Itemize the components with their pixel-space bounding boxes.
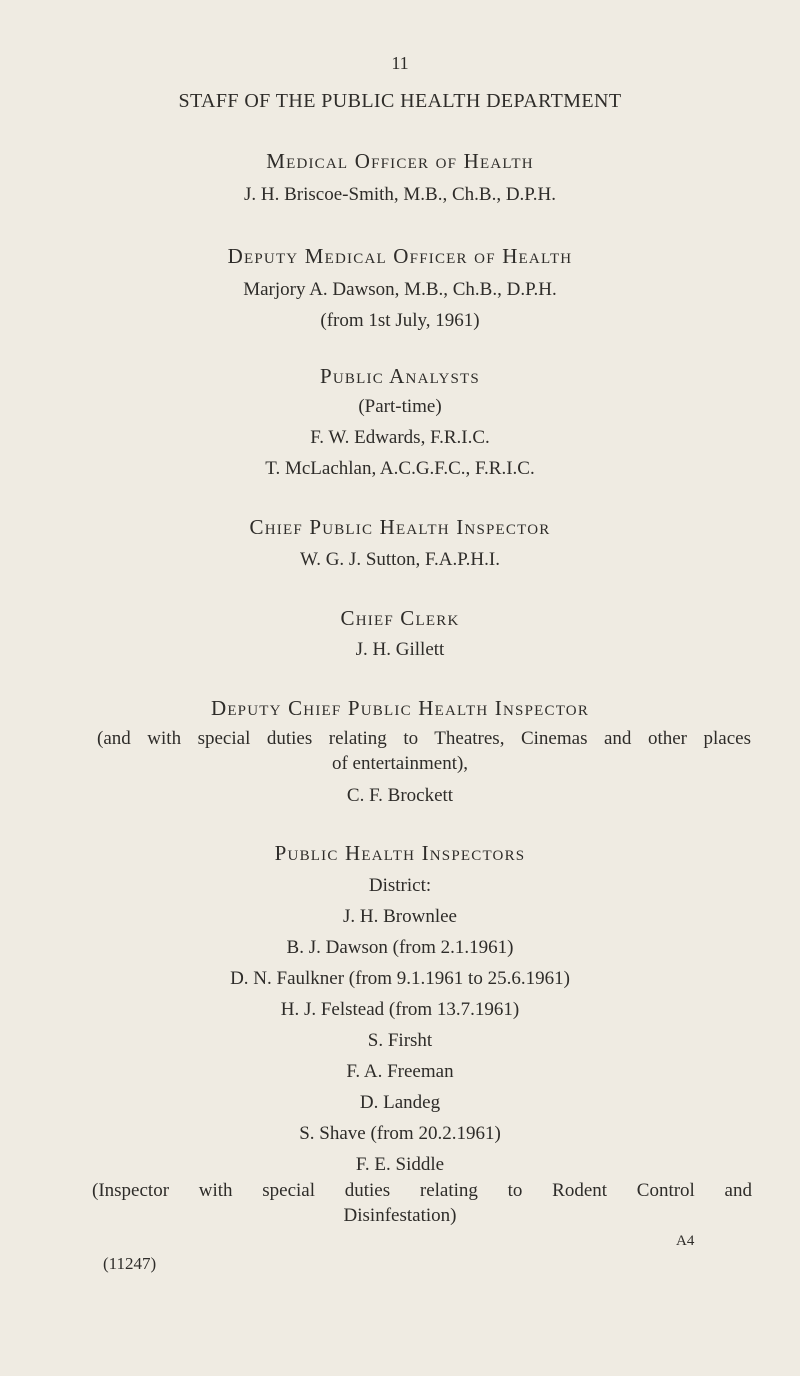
staff-entry: H. J. Felstead (from 13.7.1961): [280, 999, 520, 1020]
staff-entry: J. H. Brownlee: [343, 906, 457, 927]
signature-mark: A4: [676, 1233, 695, 1249]
section-heading-deputy-medical-officer: Deputy Medical Officer of Health: [227, 244, 573, 268]
section-heading-chief-clerk: Chief Clerk: [340, 606, 460, 630]
staff-entry: C. F. Brockett: [346, 785, 454, 806]
staff-entry: D. N. Faulkner (from 9.1.1961 to 25.6.1961): [230, 968, 570, 989]
section-heading-chief-phi: Chief Public Health Inspector: [249, 515, 551, 539]
staff-entry: F. W. Edwards, F.R.I.C.: [310, 427, 490, 448]
staff-entry: F. A. Freeman: [346, 1061, 454, 1082]
section-heading-public-analysts: Public Analysts: [320, 364, 480, 388]
staff-entry: D. Landeg: [359, 1092, 441, 1113]
staff-entry: S. Firsht: [367, 1030, 433, 1051]
staff-entry: B. J. Dawson (from 2.1.1961): [286, 937, 514, 958]
page-title: STAFF OF THE PUBLIC HEALTH DEPARTMENT: [178, 90, 622, 112]
staff-entry-note: (Part-time): [358, 396, 442, 417]
print-reference: (11247): [103, 1254, 157, 1273]
staff-entry: T. McLachlan, A.C.G.F.C., F.R.I.C.: [265, 458, 535, 479]
district-label: District:: [368, 875, 432, 896]
duties-note-line: (Inspector with special duties relating to Rodent Control and: [92, 1180, 752, 1201]
section-heading-medical-officer: Medical Officer of Health: [266, 149, 534, 173]
staff-entry: J. H. Briscoe-Smith, M.B., Ch.B., D.P.H.: [244, 184, 556, 205]
staff-entry: W. G. J. Sutton, F.A.P.H.I.: [300, 549, 500, 570]
duties-note-line: (and with special duties relating to Theatres, Cinemas and other places: [97, 728, 751, 749]
page-number: 11: [391, 53, 409, 73]
section-heading-deputy-chief-phi: Deputy Chief Public Health Inspector: [210, 696, 590, 720]
staff-entry: J. H. Gillett: [355, 639, 445, 660]
duties-note-line: of entertainment),: [331, 753, 469, 774]
duties-note-line: Disinfestation): [343, 1205, 457, 1226]
staff-entry-note: (from 1st July, 1961): [320, 310, 480, 331]
staff-entry: Marjory A. Dawson, M.B., Ch.B., D.P.H.: [243, 279, 557, 300]
staff-entry: S. Shave (from 20.2.1961): [299, 1123, 501, 1144]
section-heading-phis: Public Health Inspectors: [274, 841, 526, 865]
staff-entry: F. E. Siddle: [355, 1154, 445, 1175]
